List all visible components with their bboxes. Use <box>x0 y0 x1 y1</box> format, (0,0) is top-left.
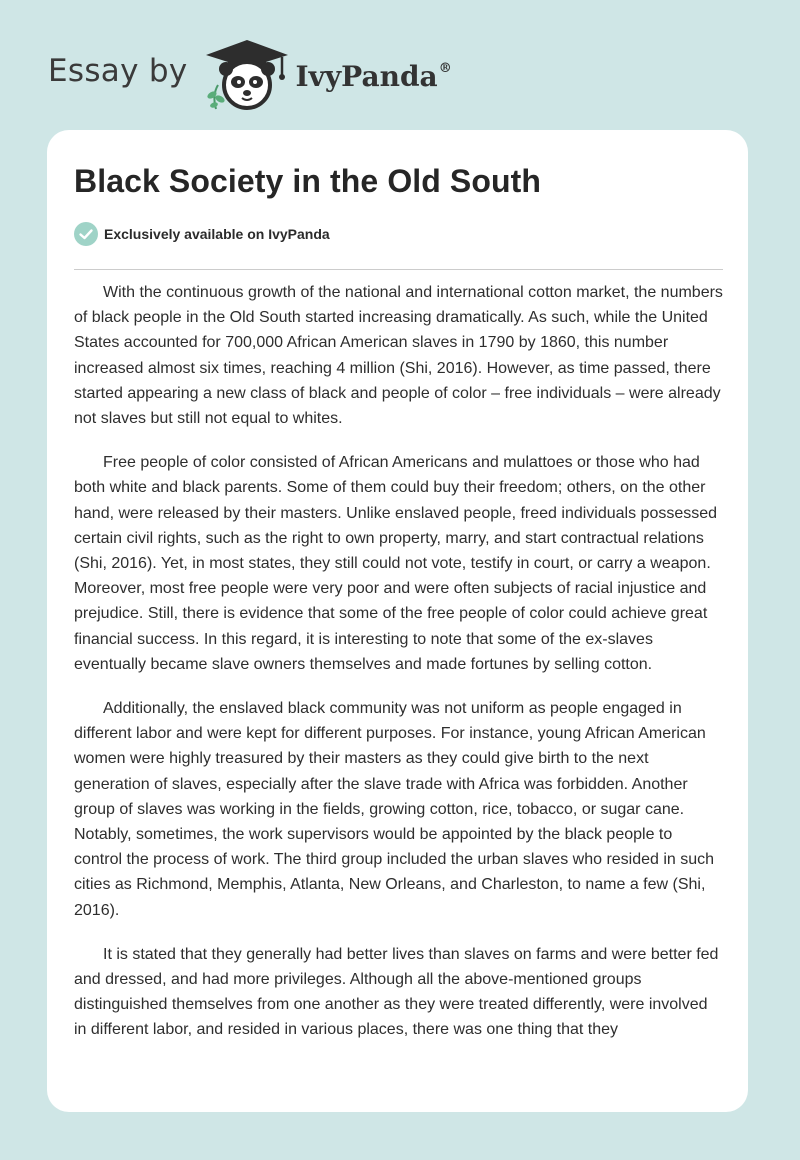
exclusive-label: Exclusively available on IvyPanda <box>104 226 330 242</box>
paragraph-3: Additionally, the enslaved black community was not uniform as people engaged in different labor and were kept for different purposes. For instance, young African American women were highly treasured by their masters as they could give birth to the next generation of slaves, especially after the slave trade with Africa was forbidden. Another group of slaves was working in the fields, growing cotton, rice, tobacco, or sugar cane. Notably, sometimes, the work supervisors would be appointed by the black people to control the process of work. The third group included the urban slaves who resided in such cities as Richmond, Memphis, Atlanta, New Orleans, and Charleston, to name a few (Shi, 2016). <box>74 700 715 919</box>
brand-prefix: Essay by <box>48 53 188 89</box>
paragraph-4: It is stated that they generally had better lives than slaves on farms and were better fed and dressed, and had more privileges. Although all the above-mentioned groups distinguished themselves from one another as they were treated differently, were involved in different labor, and resided in various places, there was one thing that they <box>74 945 719 1039</box>
exclusive-badge <box>74 222 330 246</box>
essay-title: Black Society in the Old South <box>74 163 542 199</box>
paragraph-1: With the continuous growth of the national and international cotton market, the numbers of black people in the Old South started increasing dramatically. As such, while the United States accounted for 700,000 African American slaves in 1790 by 1860, this number increased almost six times, reaching 4 million (Shi, 2016). However, as time passed, there started appearing a new class of black and people of color – free individuals – were already not slaves but still not equal to whites. <box>74 284 723 428</box>
brand-header <box>48 34 452 114</box>
essay-card <box>47 130 748 1112</box>
essay-body <box>74 280 723 1062</box>
brand-name: IvyPanda® <box>295 59 452 93</box>
registered-mark: ® <box>438 60 452 76</box>
title-divider <box>74 269 723 270</box>
panda-logo-icon <box>202 37 292 111</box>
check-circle-icon <box>74 222 98 246</box>
paragraph-2: Free people of color consisted of African Americans and mulattoes or those who had both white and black parents. Some of them could buy their freedom; others, on the other hand, were released by their masters. Unlike enslaved people, freed individuals possessed certain civil rights, such as the right to own property, marry, and start contractual relations (Shi, 2016). Yet, in most states, they still could not vote, testify in court, or carry a weapon. Moreover, most free people were very poor and were often subjects of racial injustice and prejudice. Still, there is evidence that some of the free people of color could achieve great financial success. In this regard, it is interesting to note that some of the ex-slaves eventually became slave owners themselves and made fortunes by selling cotton. <box>74 454 718 673</box>
